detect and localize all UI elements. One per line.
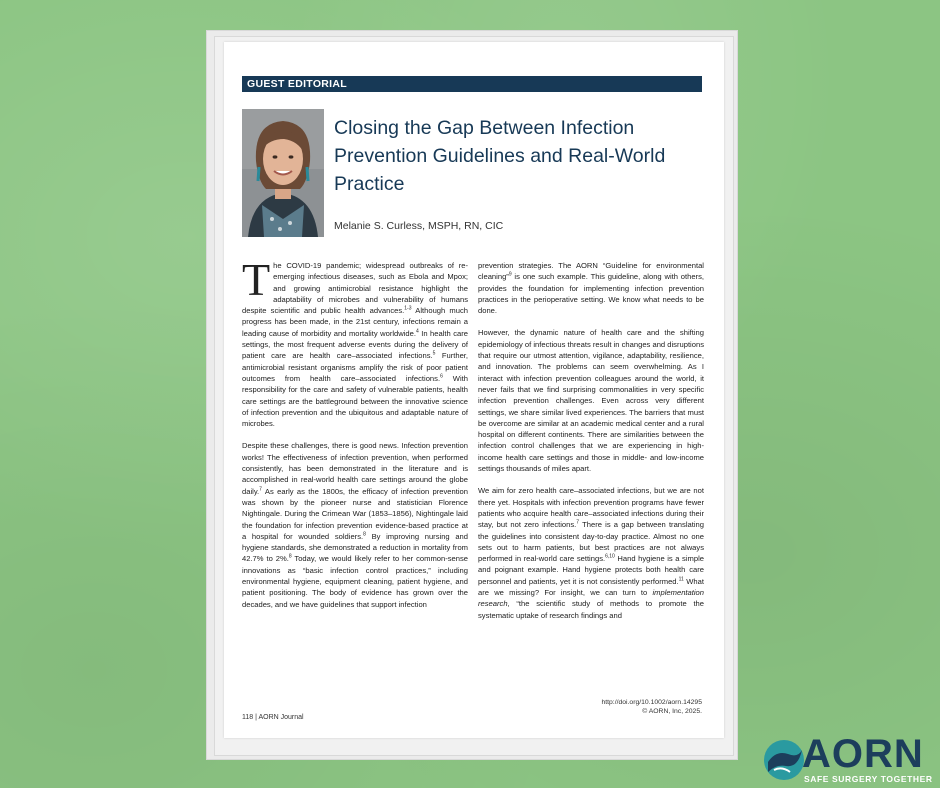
author-portrait — [242, 109, 324, 237]
logo-mark-icon — [762, 736, 806, 786]
author-byline: Melanie S. Curless, MSPH, RN, CIC — [334, 220, 504, 232]
logo-tagline: SAFE SURGERY TOGETHER — [804, 774, 933, 784]
left-column — [242, 254, 469, 621]
drop-cap: T — [242, 254, 271, 305]
doi-link[interactable]: http://doi.org/10.1002/aorn.14295 — [601, 699, 702, 706]
paragraph: We aim for zero health care–associated infections, but we are not there yet. Hospitals with infection prevention programs have fewer patients who acquire health care–associated infections during their stay, but not zero infections.$^7$ There is a gap between translating the guidelines into consistent day-to-day practice. Almost no one sets out to harm patients, but best practices are not always performed in real-world care settings.$^{6,10}$ Hand hygiene is a simple and poignant example. Hand hygiene protects both health care personnel and patients, yet it is not consistently performed.$^{11}$ What are we missing? For insight, we can turn to implementation research, “the scientific study of methods to promote the systematic uptake of research findings and — [478, 486, 704, 620]
paragraph: Despite these challenges, there is good news. Infection prevention works! The effectiveness of infection prevention, when performed consistently, has been demonstrated in the literature and is accomplished in real-world health care settings around the globe daily.$^7$ As early as the 1800s, the efficacy of infection prevention was shown by the pioneer nurse and statistician Florence Nightingale. During the Crimean War (1853–1856), Nightingale laid the foundation for infection prevention evidence-based practice at a hospital for wounded soldiers.$^8$ By improving nursing and hygiene standards, she demonstrated a reduction in mortality from 42.7% to 2%.$^8$ Today, we would likely refer to her common-sense innovations as “basic infection control practices,” including environmental hygiene, equipment cleaning, patient hygiene, and patient positioning. The body of evidence has grown over the decades, and we have guidelines that support infection — [242, 441, 469, 609]
page-footer: 118 | AORN Journal — [242, 714, 304, 721]
logo-wordmark: AORN — [802, 732, 924, 776]
journal-page — [224, 42, 724, 738]
paragraph: The COVID-19 pandemic; widespread outbreaks of re-emerging infectious diseases, such as Ebola and Mpox; and growing antimicrobial resistance highlight the adaptability of microbes and vulnerability of humans despite scientific and public health advances.$^{1-3}$ Although much progress has been made, in the 21st century, infections remain a leading cause of morbidity and mortality worldwide.$^4$ In health care settings, the most frequent adverse events during the delivery of patient care are health care–associated infections.$^5$ Further, antimicrobial resistant organisms amplify the risk of poor patient outcomes from health care–associated infections.$^6$ With responsibility for the care and safety of vulnerable patients, health care settings are the battleground between the innovative science of infection prevention and the ubiquitous and adaptable nature of microbes. — [242, 254, 469, 429]
right-column — [478, 260, 704, 632]
article-title: Closing the Gap Between Infection Prevention Guidelines and Real-World Practice — [334, 117, 666, 195]
section-banner: GUEST EDITORIAL — [242, 76, 702, 92]
paragraph: prevention strategies. The AORN “Guideline for environmental cleaning”$^9$ is one such example. This guideline, along with others, provides the foundation for implementing infection prevention practices in the perioperative setting. We know what needs to be done. — [478, 261, 704, 316]
copyright: © AORN, Inc, 2025. — [642, 708, 702, 715]
aorn-logo — [762, 732, 938, 786]
doi-citation — [601, 698, 702, 716]
paragraph: However, the dynamic nature of health care and the shifting epidemiology of infectious threats result in changes and disruptions that require our utmost attention, vigilance, adaptability, resilience, and innovation. The problems can seem overwhelming. As I interact with infection prevention colleagues around the world, it never fails that we find surprising commonalities in very specific infection prevention challenges. Even across very different settings, we share similar lived experiences. The barriers that must be overcome are similar at an academic medical center and a rural hospital on different continents. There are similarities between the infection control challenges that we are experiencing in high-income health care settings and those in middle- and low-income settings thousands of miles apart. — [478, 328, 704, 474]
